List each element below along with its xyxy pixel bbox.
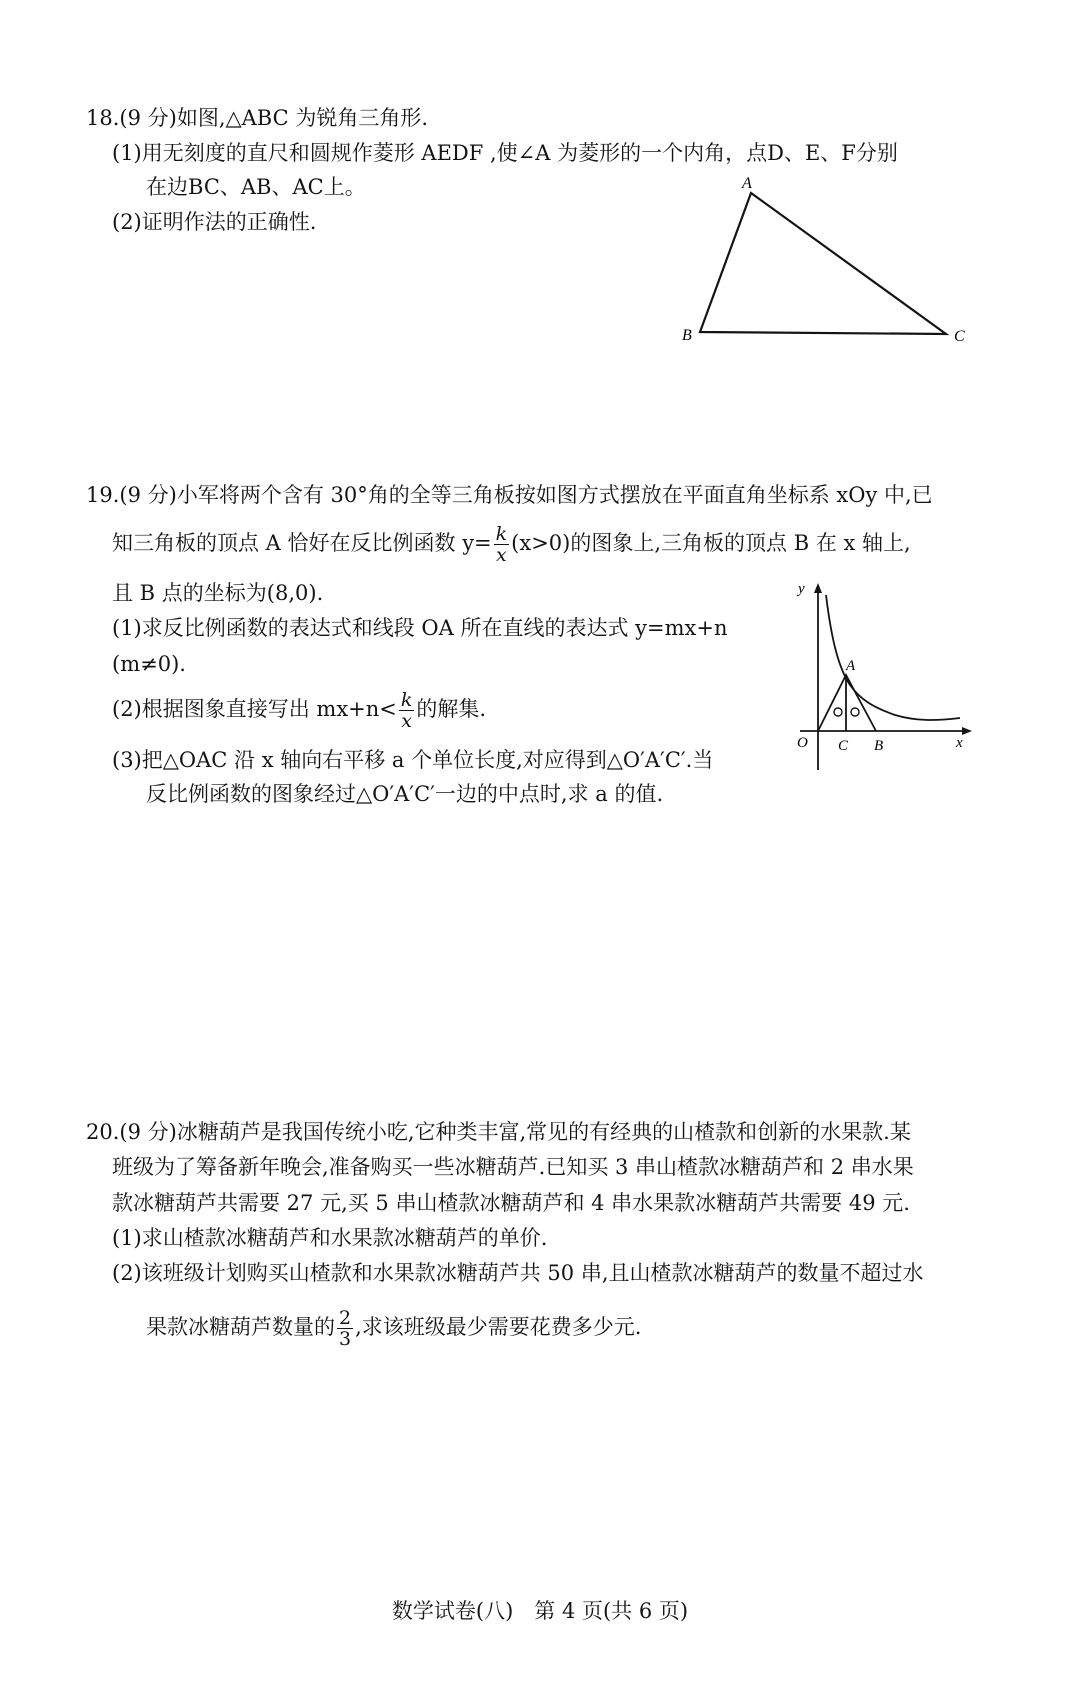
- q19-part3-line2: 反比例函数的图象经过△O′A′C′一边的中点时,求 a 的值.: [146, 782, 664, 806]
- q19-coordinate-figure: [780, 575, 980, 775]
- q19-line3: 且 B 点的坐标为(8,0).: [112, 581, 324, 605]
- fraction-numerator: k: [495, 523, 508, 545]
- q20-part2-line2-b: ,求该班级最少需要花费多少元.: [355, 1315, 642, 1339]
- x-axis-arrow: [962, 727, 972, 735]
- q20-part2-line1: (2)该班级计划购买山楂款和水果款冰糖葫芦共 50 串,且山楂款冰糖葫芦的数量不超过水: [112, 1261, 924, 1285]
- fraction-k-over-x-2: [399, 690, 415, 731]
- right-angle-mark-1: [834, 708, 842, 716]
- label-y: y: [798, 581, 805, 597]
- label-b: B: [874, 738, 884, 754]
- fraction-two-thirds: [337, 1308, 353, 1349]
- q19-part1-line1: (1)求反比例函数的表达式和线段 OA 所在直线的表达式 y=mx+n: [112, 616, 728, 640]
- label-c: C: [954, 328, 965, 345]
- label-x: x: [956, 735, 963, 751]
- q19-part2-a: (2)根据图象直接写出 mx+n<: [112, 697, 397, 721]
- label-b: B: [682, 327, 692, 344]
- q19-line2-a: 知三角板的顶点 A 恰好在反比例函数 y=: [112, 531, 492, 555]
- q19-part3-line1: (3)把△OAC 沿 x 轴向右平移 a 个单位长度,对应得到△O′A′C′.当: [112, 748, 714, 772]
- q19-line2-b: (x>0)的图象上,三角板的顶点 B 在 x 轴上,: [511, 531, 911, 555]
- fraction-denominator: 3: [339, 1328, 352, 1350]
- q18-stem: 18.(9 分)如图,△ABC 为锐角三角形.: [86, 106, 429, 130]
- y-axis-arrow: [814, 583, 822, 593]
- q20-part1: (1)求山楂款冰糖葫芦和水果款冰糖葫芦的单价.: [112, 1226, 548, 1250]
- q20-line3: 款冰糖葫芦共需要 27 元,买 5 串山楂款冰糖葫芦和 4 串水果款冰糖葫芦共需要 49 元.: [112, 1191, 910, 1215]
- q19-part2: [112, 690, 486, 731]
- page-footer: 数学试卷(八) 第 4 页(共 6 页): [391, 1599, 689, 1623]
- label-a: A: [742, 175, 752, 192]
- fraction-numerator: k: [400, 689, 413, 711]
- triangle-abc: [700, 193, 946, 334]
- q18-part1-line2: 在边BC、AB、AC上。: [146, 175, 366, 199]
- q19-part1-line2: (m≠0).: [112, 652, 186, 676]
- fraction-k-over-x: [494, 524, 510, 565]
- q18-part1-line1: (1)用无刻度的直尺和圆规作菱形 AEDF ,使∠A 为菱形的一个内角，点D、E、F分别: [112, 141, 898, 165]
- q19-line1: 19.(9 分)小军将两个含有 30°角的全等三角板按如图方式摆放在平面直角坐标系 xOy 中,已: [86, 483, 933, 507]
- fraction-numerator: 2: [339, 1307, 352, 1329]
- q19-part2-b: 的解集.: [416, 697, 487, 721]
- q20-line2: 班级为了筹备新年晚会,准备购买一些冰糖葫芦.已知买 3 串山楂款冰糖葫芦和 2 串水果: [112, 1155, 914, 1179]
- right-angle-mark-2: [851, 708, 859, 716]
- q19-line2: [112, 524, 911, 565]
- fraction-denominator: x: [496, 544, 507, 566]
- label-a: A: [846, 658, 856, 674]
- q20-line1: 20.(9 分)冰糖葫芦是我国传统小吃,它种类丰富,常见的有经典的山楂款和创新的水果款.某: [86, 1120, 911, 1144]
- q18-triangle-figure: [670, 170, 980, 360]
- q20-part2-line2-a: 果款冰糖葫芦数量的: [146, 1315, 335, 1339]
- q20-part2-line2: [146, 1308, 641, 1349]
- label-c: C: [838, 738, 849, 754]
- label-o: O: [797, 735, 808, 751]
- fraction-denominator: x: [401, 710, 413, 732]
- q18-part2: (2)证明作法的正确性.: [112, 210, 317, 234]
